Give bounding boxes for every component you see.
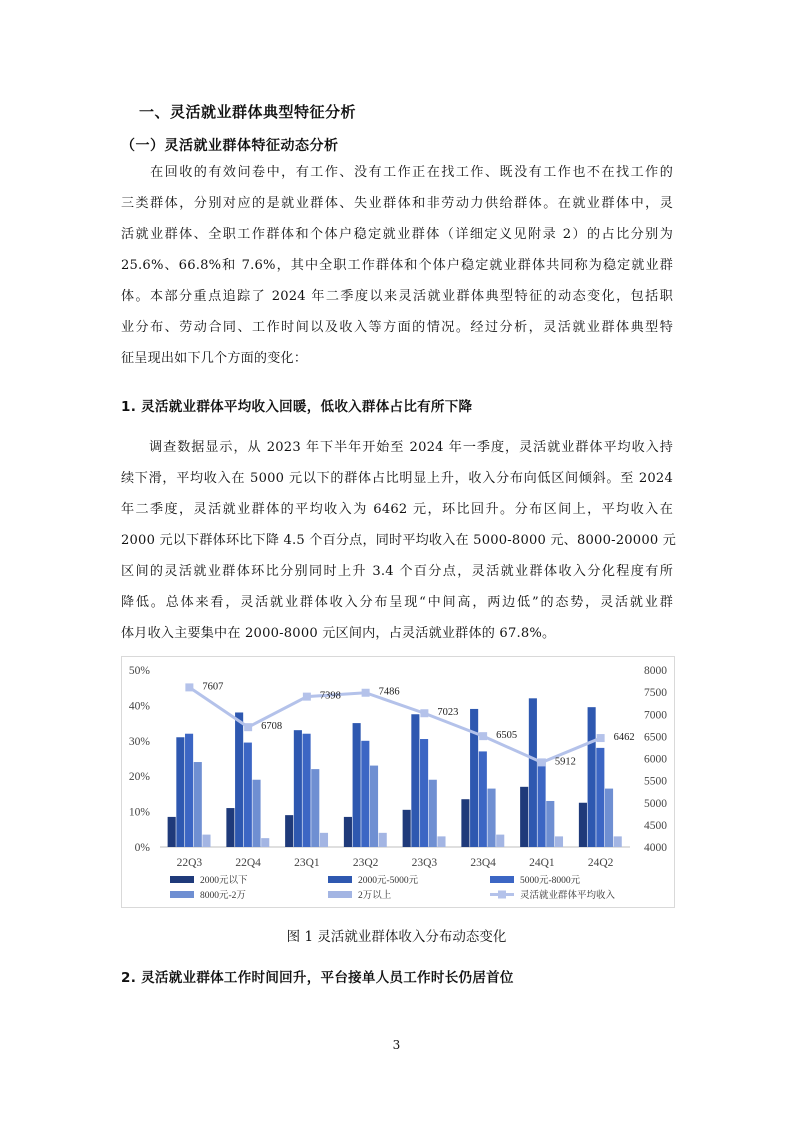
legend-label: 5000元-8000元	[520, 876, 581, 886]
avg-income-marker	[420, 709, 428, 717]
paragraph-line: 2000 元以下群体环比下降 4.5 个百分点，同时平均收入在 5000-8000 元、8000-20000 元	[121, 533, 677, 548]
bar	[429, 780, 437, 847]
intro-paragraph	[121, 157, 673, 374]
legend-label: 2000元以下	[200, 876, 248, 886]
x-tick-label: 24Q2	[587, 857, 614, 869]
bar	[344, 817, 352, 847]
bar	[555, 836, 563, 847]
subsection-heading: （一）灵活就业群体特征动态分析	[121, 138, 339, 154]
y-right-tick-label: 6000	[644, 753, 667, 766]
data-label: 5912	[554, 756, 576, 768]
bar	[202, 835, 210, 847]
legend-swatch	[328, 876, 352, 883]
bar	[320, 833, 328, 847]
bar	[479, 751, 487, 847]
x-tick-label: 22Q3	[176, 857, 203, 869]
y-right-tick-label: 7500	[644, 687, 667, 700]
page-number: 3	[392, 1038, 401, 1052]
legend-swatch	[170, 891, 194, 898]
data-label: 7023	[437, 707, 459, 719]
paragraph-line: 续下滑，平均收入在 5000 元以下的群体占比明显上升，收入分布向低区间倾斜。至 2024	[121, 471, 673, 486]
paragraph-line: 区间的灵活就业群体环比分别同时上升 3.4 个百分点，灵活就业群体收入分化程度有所	[121, 564, 673, 579]
paragraph-line: 活就业群体、全职工作群体和个体户稳定就业群体（详细定义见附录 2）的占比分别为	[121, 227, 673, 242]
bar	[261, 838, 269, 847]
bar	[285, 815, 293, 847]
y-left-tick-label: 0%	[134, 842, 150, 854]
section-heading: 一、灵活就业群体典型特征分析	[139, 103, 357, 121]
bar	[461, 799, 469, 847]
x-tick-label: 23Q1	[294, 857, 320, 869]
x-tick-label: 24Q1	[529, 857, 555, 869]
avg-income-marker	[362, 689, 370, 697]
bar	[176, 737, 184, 847]
bar	[235, 712, 243, 847]
paragraph-line: 调查数据显示，从 2023 年下半年开始至 2024 年一季度，灵活就业群体平均收入持	[121, 440, 673, 455]
data-label: 6708	[261, 721, 283, 733]
bar	[252, 780, 260, 847]
y-right-tick-label: 5000	[644, 797, 667, 810]
bar	[403, 810, 411, 847]
paragraph-line: 征呈现出如下几个方面的变化：	[121, 351, 308, 366]
bar	[605, 789, 613, 847]
avg-income-marker	[538, 758, 546, 766]
paragraph-line: 年二季度，灵活就业群体的平均收入为 6462 元，环比回升。分布区间上，平均收入在	[121, 502, 673, 517]
bar	[470, 709, 478, 847]
y-right-tick-label: 4500	[644, 819, 667, 832]
bar	[194, 762, 202, 847]
bar	[370, 766, 378, 847]
bar	[311, 769, 319, 847]
bar	[546, 801, 554, 847]
bar	[596, 748, 604, 847]
legend-swatch	[328, 891, 352, 898]
y-left-tick-label: 20%	[128, 771, 150, 784]
legend-label: 灵活就业群体平均收入	[520, 891, 616, 901]
legend-label: 2万以上	[358, 891, 392, 901]
paragraph-line: 三类群体，分别对应的是就业群体、失业群体和非劳动力供给群体。在就业群体中，灵	[121, 196, 673, 211]
avg-income-marker	[303, 693, 311, 701]
bar	[303, 734, 311, 847]
y-right-tick-label: 8000	[644, 665, 667, 677]
bar	[379, 833, 387, 847]
bar	[185, 734, 193, 847]
bar	[226, 808, 234, 847]
paragraph-line: 在回收的有效问卷中，有工作、没有工作正在找工作、既没有工作也不在找工作的	[121, 165, 673, 180]
data-label: 7607	[202, 681, 224, 693]
paragraph-line: 降低。总体来看，灵活就业群体收入分布呈现“中间高，两边低”的态势，灵活就业群	[121, 595, 673, 610]
bar	[538, 762, 546, 847]
y-left-tick-label: 30%	[128, 735, 150, 748]
bar	[294, 730, 302, 847]
y-right-tick-label: 6500	[644, 731, 667, 744]
y-left-tick-label: 10%	[128, 806, 150, 819]
data-label: 6505	[496, 730, 518, 742]
data-label: 7398	[319, 690, 341, 702]
bar	[244, 743, 252, 847]
paragraph-line: 体月收入主要集中在 2000-8000 元区间内，占灵活就业群体的 67.8%。	[121, 626, 556, 641]
paragraph-line: 业分布、劳动合同、工作时间以及收入等方面的情况。经过分析，灵活就业群体典型特	[121, 320, 673, 335]
avg-income-marker	[479, 732, 487, 740]
bar	[579, 803, 587, 847]
x-tick-label: 23Q4	[470, 857, 496, 869]
bar	[411, 714, 419, 847]
bar	[420, 739, 428, 847]
bar	[168, 817, 176, 847]
bar	[614, 836, 622, 847]
x-tick-label: 22Q4	[235, 857, 261, 869]
paragraph-line: 25.6%、66.8%和 7.6%，其中全职工作群体和个体户稳定就业群体共同称为稳定就业群	[121, 258, 673, 273]
item-heading-income: 1. 灵活就业群体平均收入回暖，低收入群体占比有所下降	[121, 399, 473, 415]
paragraph-line: 体。本部分重点追踪了 2024 年二季度以来灵活就业群体典型特征的动态变化，包括职	[121, 289, 673, 304]
y-right-tick-label: 7000	[644, 709, 667, 722]
legend-swatch-marker	[498, 891, 506, 899]
legend-label: 8000元-2万	[200, 891, 246, 901]
bar	[520, 787, 528, 847]
y-right-tick-label: 5500	[644, 775, 667, 788]
bar	[353, 723, 361, 847]
figure-caption: 图 1 灵活就业群体收入分布动态变化	[286, 929, 507, 945]
chart-svg	[122, 657, 674, 907]
bar	[496, 835, 504, 847]
legend-swatch	[170, 876, 194, 883]
income-paragraph	[121, 432, 677, 649]
x-tick-label: 23Q2	[352, 857, 379, 869]
y-left-tick-label: 50%	[128, 665, 150, 677]
avg-income-marker	[244, 723, 252, 731]
bar	[529, 698, 537, 847]
x-tick-label: 23Q3	[411, 857, 438, 869]
data-label: 6462	[613, 732, 635, 744]
bar	[588, 707, 596, 847]
bar	[361, 741, 369, 847]
bar	[487, 789, 495, 847]
legend-label: 2000元-5000元	[358, 876, 419, 886]
legend-swatch	[490, 876, 514, 883]
income-distribution-chart	[121, 656, 675, 908]
data-label: 7486	[378, 686, 400, 698]
avg-income-marker	[597, 734, 605, 742]
y-left-tick-label: 40%	[128, 700, 150, 713]
avg-income-marker	[185, 683, 193, 691]
item-heading-worktime: 2. 灵活就业群体工作时间回升，平台接单人员工作时长仍居首位	[121, 970, 514, 986]
bar	[437, 836, 445, 847]
y-right-tick-label: 4000	[644, 842, 667, 854]
